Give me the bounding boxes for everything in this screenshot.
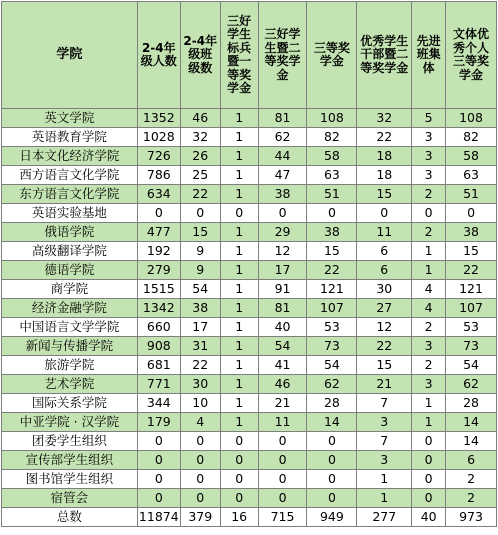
advanced-class-cell: 1: [412, 394, 446, 413]
table-row: [2, 356, 497, 375]
student-cadre-cell: 0: [357, 204, 412, 223]
advanced-class-cell: 0: [412, 204, 446, 223]
third-scholarship-cell: 0: [307, 451, 357, 470]
student-cadre-cell: 15: [357, 356, 412, 375]
college-cell: 英语教育学院: [2, 128, 138, 147]
table-row: [2, 280, 497, 299]
table-row: [2, 223, 497, 242]
merit-student-cell: 46: [258, 375, 307, 394]
table-row: [2, 204, 497, 223]
arts-sports-cell: 62: [446, 375, 497, 394]
arts-sports-cell: 82: [446, 128, 497, 147]
students-cell: 771: [137, 375, 180, 394]
merit-student-cell: 62: [258, 128, 307, 147]
classes-cell: 0: [180, 470, 220, 489]
model-student-cell: 0: [220, 204, 258, 223]
advanced-class-cell: 3: [412, 375, 446, 394]
student-cadre-cell: 1: [357, 489, 412, 508]
classes-cell: 0: [180, 489, 220, 508]
third-scholarship-cell: 54: [307, 356, 357, 375]
advanced-class-cell: 3: [412, 147, 446, 166]
arts-sports-cell: 2: [446, 470, 497, 489]
merit-student-cell: 21: [258, 394, 307, 413]
arts-sports-cell: 15: [446, 242, 497, 261]
header-students: 2-4年级人数: [137, 2, 180, 109]
students-cell: 0: [137, 489, 180, 508]
table-row: [2, 375, 497, 394]
table-row: [2, 337, 497, 356]
advanced-class-cell: 4: [412, 280, 446, 299]
arts-sports-cell: 73: [446, 337, 497, 356]
student-cadre-cell: 6: [357, 242, 412, 261]
classes-cell: 9: [180, 242, 220, 261]
student-cadre-cell: 3: [357, 413, 412, 432]
student-cadre-cell: 21: [357, 375, 412, 394]
classes-cell: 32: [180, 128, 220, 147]
students-cell: 279: [137, 261, 180, 280]
merit-student-cell: 40: [258, 318, 307, 337]
students-cell: 660: [137, 318, 180, 337]
model-student-cell: 1: [220, 223, 258, 242]
advanced-class-cell: 0: [412, 432, 446, 451]
students-cell: 477: [137, 223, 180, 242]
merit-student-cell: 12: [258, 242, 307, 261]
college-cell: 商学院: [2, 280, 138, 299]
arts-sports-cell: 63: [446, 166, 497, 185]
third-scholarship-cell: 15: [307, 242, 357, 261]
table-row: [2, 394, 497, 413]
total-arts-sports-cell: 973: [446, 508, 497, 527]
model-student-cell: 1: [220, 356, 258, 375]
table-body: [2, 109, 497, 527]
college-cell: 英语实验基地: [2, 204, 138, 223]
third-scholarship-cell: 51: [307, 185, 357, 204]
third-scholarship-cell: 0: [307, 489, 357, 508]
students-cell: 0: [137, 204, 180, 223]
total-advanced-class-cell: 40: [412, 508, 446, 527]
college-cell: 高级翻译学院: [2, 242, 138, 261]
advanced-class-cell: 0: [412, 489, 446, 508]
classes-cell: 4: [180, 413, 220, 432]
header-merit-student: 三好学生暨二等奖学金: [258, 2, 307, 109]
scholarship-table: [1, 1, 497, 527]
merit-student-cell: 81: [258, 109, 307, 128]
college-cell: 东方语言文化学院: [2, 185, 138, 204]
total-college-cell: 总数: [2, 508, 138, 527]
student-cadre-cell: 11: [357, 223, 412, 242]
merit-student-cell: 41: [258, 356, 307, 375]
arts-sports-cell: 121: [446, 280, 497, 299]
students-cell: 634: [137, 185, 180, 204]
model-student-cell: 1: [220, 299, 258, 318]
student-cadre-cell: 30: [357, 280, 412, 299]
students-cell: 179: [137, 413, 180, 432]
total-classes-cell: 379: [180, 508, 220, 527]
arts-sports-cell: 38: [446, 223, 497, 242]
merit-student-cell: 29: [258, 223, 307, 242]
arts-sports-cell: 54: [446, 356, 497, 375]
arts-sports-cell: 14: [446, 432, 497, 451]
third-scholarship-cell: 0: [307, 204, 357, 223]
model-student-cell: 1: [220, 261, 258, 280]
college-cell: 宿管会: [2, 489, 138, 508]
classes-cell: 10: [180, 394, 220, 413]
third-scholarship-cell: 73: [307, 337, 357, 356]
third-scholarship-cell: 58: [307, 147, 357, 166]
college-cell: 旅游学院: [2, 356, 138, 375]
college-cell: 宣传部学生组织: [2, 451, 138, 470]
classes-cell: 0: [180, 451, 220, 470]
model-student-cell: 1: [220, 109, 258, 128]
students-cell: 192: [137, 242, 180, 261]
student-cadre-cell: 15: [357, 185, 412, 204]
advanced-class-cell: 1: [412, 242, 446, 261]
model-student-cell: 1: [220, 166, 258, 185]
total-students-cell: 11874: [137, 508, 180, 527]
student-cadre-cell: 12: [357, 318, 412, 337]
table-row: [2, 147, 497, 166]
college-cell: 艺术学院: [2, 375, 138, 394]
college-cell: 西方语言文化学院: [2, 166, 138, 185]
classes-cell: 46: [180, 109, 220, 128]
advanced-class-cell: 3: [412, 337, 446, 356]
classes-cell: 17: [180, 318, 220, 337]
advanced-class-cell: 2: [412, 318, 446, 337]
header-college: 学院: [2, 2, 138, 109]
student-cadre-cell: 22: [357, 128, 412, 147]
college-cell: 新闻与传播学院: [2, 337, 138, 356]
table-header: [2, 2, 497, 109]
advanced-class-cell: 1: [412, 413, 446, 432]
table-row: [2, 166, 497, 185]
merit-student-cell: 38: [258, 185, 307, 204]
student-cadre-cell: 7: [357, 394, 412, 413]
students-cell: 1515: [137, 280, 180, 299]
college-cell: 日本文化经济学院: [2, 147, 138, 166]
model-student-cell: 1: [220, 337, 258, 356]
student-cadre-cell: 18: [357, 166, 412, 185]
student-cadre-cell: 18: [357, 147, 412, 166]
table-row: [2, 318, 497, 337]
college-cell: 团委学生组织: [2, 432, 138, 451]
college-cell: 中国语言文学学院: [2, 318, 138, 337]
merit-student-cell: 44: [258, 147, 307, 166]
classes-cell: 26: [180, 147, 220, 166]
arts-sports-cell: 14: [446, 413, 497, 432]
students-cell: 0: [137, 451, 180, 470]
model-student-cell: 0: [220, 470, 258, 489]
merit-student-cell: 54: [258, 337, 307, 356]
arts-sports-cell: 0: [446, 204, 497, 223]
table-row: [2, 451, 497, 470]
total-third-scholarship-cell: 949: [307, 508, 357, 527]
third-scholarship-cell: 63: [307, 166, 357, 185]
model-student-cell: 1: [220, 394, 258, 413]
students-cell: 681: [137, 356, 180, 375]
model-student-cell: 1: [220, 128, 258, 147]
arts-sports-cell: 58: [446, 147, 497, 166]
header-advanced-class: 先进班集体: [412, 2, 446, 109]
college-cell: 国际关系学院: [2, 394, 138, 413]
students-cell: 786: [137, 166, 180, 185]
students-cell: 1028: [137, 128, 180, 147]
students-cell: 908: [137, 337, 180, 356]
classes-cell: 31: [180, 337, 220, 356]
third-scholarship-cell: 22: [307, 261, 357, 280]
third-scholarship-cell: 107: [307, 299, 357, 318]
student-cadre-cell: 3: [357, 451, 412, 470]
advanced-class-cell: 0: [412, 451, 446, 470]
college-cell: 俄语学院: [2, 223, 138, 242]
students-cell: 344: [137, 394, 180, 413]
header-third-scholarship: 三等奖学金: [307, 2, 357, 109]
advanced-class-cell: 2: [412, 356, 446, 375]
arts-sports-cell: 53: [446, 318, 497, 337]
model-student-cell: 1: [220, 185, 258, 204]
table-row: [2, 413, 497, 432]
third-scholarship-cell: 82: [307, 128, 357, 147]
table-row: [2, 432, 497, 451]
merit-student-cell: 91: [258, 280, 307, 299]
student-cadre-cell: 22: [357, 337, 412, 356]
table-row: [2, 261, 497, 280]
header-row: [2, 2, 497, 109]
third-scholarship-cell: 108: [307, 109, 357, 128]
third-scholarship-cell: 14: [307, 413, 357, 432]
third-scholarship-cell: 121: [307, 280, 357, 299]
model-student-cell: 1: [220, 280, 258, 299]
third-scholarship-cell: 0: [307, 470, 357, 489]
table-row: [2, 128, 497, 147]
classes-cell: 30: [180, 375, 220, 394]
header-classes: 2-4年级班级数: [180, 2, 220, 109]
merit-student-cell: 0: [258, 451, 307, 470]
arts-sports-cell: 22: [446, 261, 497, 280]
header-model-student: 三好学生标兵暨一等奖学金: [220, 2, 258, 109]
model-student-cell: 0: [220, 489, 258, 508]
arts-sports-cell: 51: [446, 185, 497, 204]
table-row: [2, 470, 497, 489]
arts-sports-cell: 2: [446, 489, 497, 508]
table-row: [2, 242, 497, 261]
model-student-cell: 1: [220, 242, 258, 261]
advanced-class-cell: 3: [412, 166, 446, 185]
student-cadre-cell: 27: [357, 299, 412, 318]
total-model-student-cell: 16: [220, 508, 258, 527]
merit-student-cell: 0: [258, 432, 307, 451]
college-cell: 图书馆学生组织: [2, 470, 138, 489]
third-scholarship-cell: 38: [307, 223, 357, 242]
table-row: [2, 185, 497, 204]
students-cell: 726: [137, 147, 180, 166]
students-cell: 0: [137, 470, 180, 489]
merit-student-cell: 0: [258, 204, 307, 223]
classes-cell: 22: [180, 185, 220, 204]
total-row: [2, 508, 497, 527]
advanced-class-cell: 2: [412, 223, 446, 242]
student-cadre-cell: 32: [357, 109, 412, 128]
students-cell: 1352: [137, 109, 180, 128]
advanced-class-cell: 2: [412, 185, 446, 204]
college-cell: 英文学院: [2, 109, 138, 128]
model-student-cell: 1: [220, 413, 258, 432]
model-student-cell: 1: [220, 375, 258, 394]
third-scholarship-cell: 0: [307, 432, 357, 451]
model-student-cell: 1: [220, 318, 258, 337]
header-student-cadre: 优秀学生干部暨二等奖学金: [357, 2, 412, 109]
classes-cell: 38: [180, 299, 220, 318]
arts-sports-cell: 108: [446, 109, 497, 128]
classes-cell: 0: [180, 204, 220, 223]
classes-cell: 15: [180, 223, 220, 242]
advanced-class-cell: 0: [412, 470, 446, 489]
advanced-class-cell: 4: [412, 299, 446, 318]
model-student-cell: 0: [220, 451, 258, 470]
merit-student-cell: 0: [258, 489, 307, 508]
college-cell: 德语学院: [2, 261, 138, 280]
classes-cell: 25: [180, 166, 220, 185]
arts-sports-cell: 28: [446, 394, 497, 413]
third-scholarship-cell: 28: [307, 394, 357, 413]
classes-cell: 9: [180, 261, 220, 280]
students-cell: 0: [137, 432, 180, 451]
advanced-class-cell: 5: [412, 109, 446, 128]
table-row: [2, 489, 497, 508]
table-row: [2, 109, 497, 128]
student-cadre-cell: 7: [357, 432, 412, 451]
merit-student-cell: 47: [258, 166, 307, 185]
advanced-class-cell: 3: [412, 128, 446, 147]
merit-student-cell: 81: [258, 299, 307, 318]
merit-student-cell: 11: [258, 413, 307, 432]
model-student-cell: 0: [220, 432, 258, 451]
third-scholarship-cell: 62: [307, 375, 357, 394]
header-arts-sports: 文体优秀个人三等奖学金: [446, 2, 497, 109]
merit-student-cell: 0: [258, 470, 307, 489]
third-scholarship-cell: 53: [307, 318, 357, 337]
table-row: [2, 299, 497, 318]
classes-cell: 0: [180, 432, 220, 451]
merit-student-cell: 17: [258, 261, 307, 280]
total-merit-student-cell: 715: [258, 508, 307, 527]
student-cadre-cell: 1: [357, 470, 412, 489]
student-cadre-cell: 6: [357, 261, 412, 280]
students-cell: 1342: [137, 299, 180, 318]
arts-sports-cell: 107: [446, 299, 497, 318]
classes-cell: 54: [180, 280, 220, 299]
classes-cell: 22: [180, 356, 220, 375]
advanced-class-cell: 1: [412, 261, 446, 280]
arts-sports-cell: 6: [446, 451, 497, 470]
total-student-cadre-cell: 277: [357, 508, 412, 527]
model-student-cell: 1: [220, 147, 258, 166]
college-cell: 经济金融学院: [2, 299, 138, 318]
college-cell: 中亚学院 · 汉学院: [2, 413, 138, 432]
